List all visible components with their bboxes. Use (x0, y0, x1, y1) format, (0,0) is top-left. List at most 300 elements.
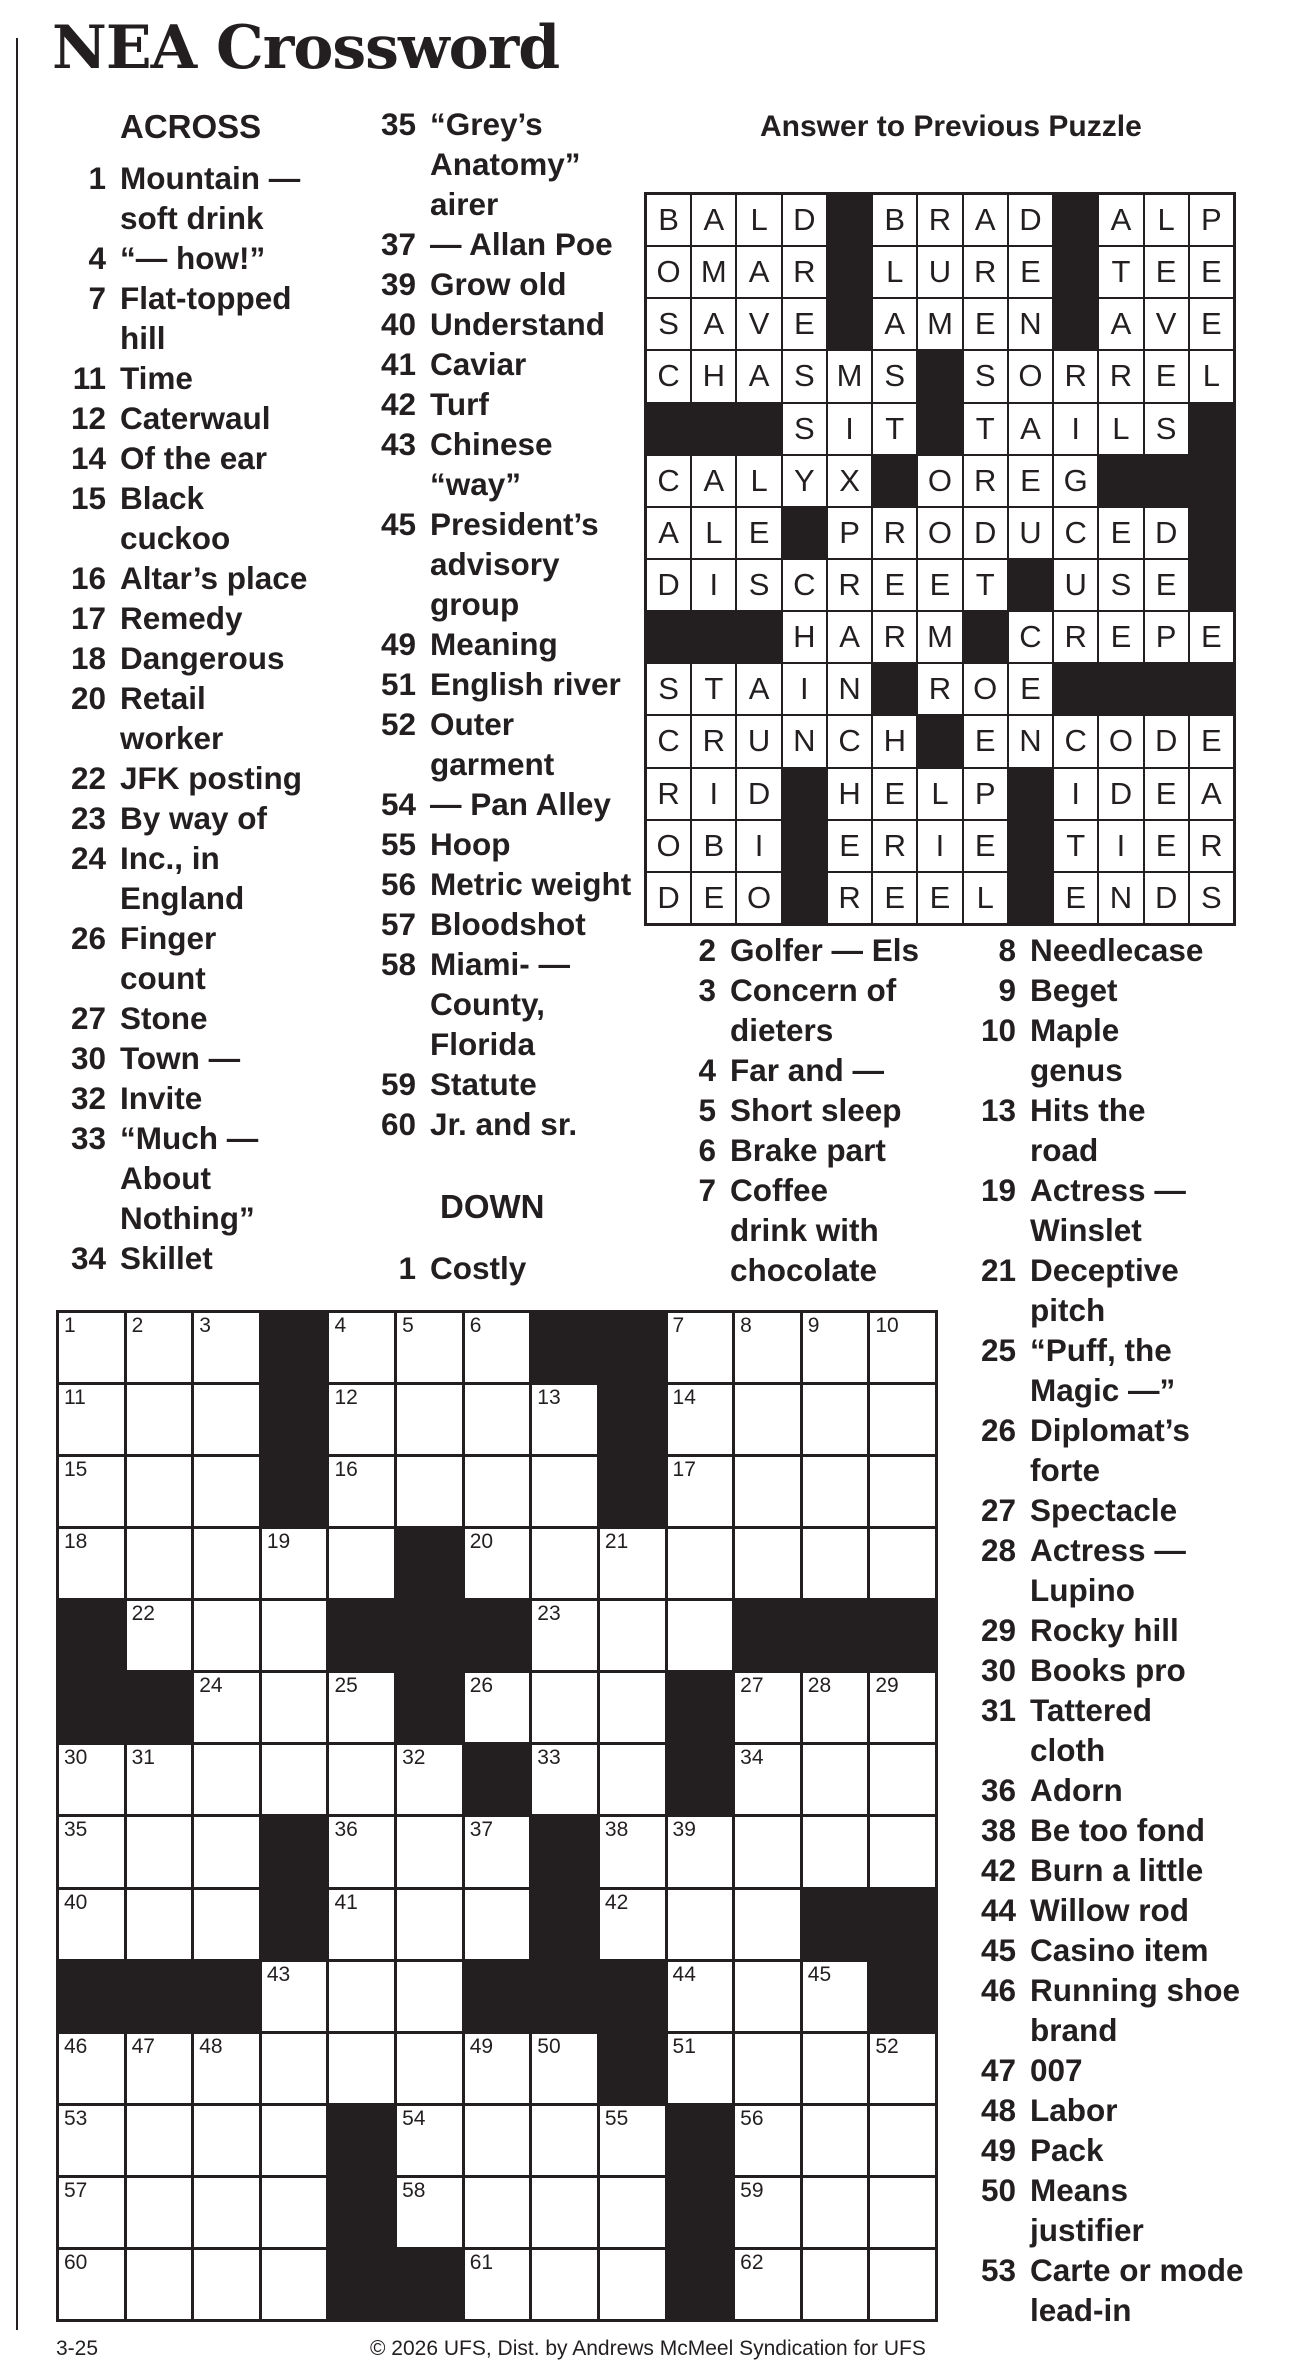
answer-letter: N (783, 716, 826, 766)
clue-text: Short sleep (730, 1092, 902, 1128)
grid-cell (329, 1529, 394, 1598)
cell-number: 36 (334, 1818, 358, 1842)
black-square (59, 1673, 124, 1742)
clue-text: justifier (1030, 2212, 1144, 2248)
grid-cell (803, 2178, 868, 2247)
grid-cell (59, 2034, 124, 2103)
clue-42 (360, 384, 631, 424)
clue-number: 36 (980, 1772, 1016, 1808)
clue-number: 4 (88, 240, 106, 276)
answer-letter: E (1009, 456, 1052, 506)
grid-cell (532, 1745, 597, 1814)
answer-letter: E (1145, 769, 1188, 819)
answer-letter: C (647, 716, 690, 766)
clue-21 (960, 1250, 1244, 1290)
black-square (668, 1745, 733, 1814)
clue-35-continued (360, 144, 631, 184)
clue-31-continued (960, 1730, 1244, 1770)
answer-black-square (918, 716, 961, 766)
answer-letter: R (873, 508, 916, 558)
black-square (600, 1457, 665, 1526)
answer-black-square (1190, 456, 1233, 506)
clue-46 (960, 1970, 1244, 2010)
grid-cell (668, 1817, 733, 1886)
answer-letter: A (647, 508, 690, 558)
grid-cell (127, 1529, 192, 1598)
down-clues-column-2 (660, 930, 919, 1290)
grid-cell (194, 2106, 259, 2175)
answer-black-square (783, 769, 826, 819)
answer-letter: R (873, 612, 916, 662)
grid-cell (870, 1529, 935, 1598)
clue-number: 4 (698, 1052, 716, 1088)
grid-cell (465, 2250, 530, 2319)
clue-1 (360, 1248, 526, 1288)
clue-37 (360, 224, 631, 264)
clue-8 (960, 930, 1244, 970)
down-clues-column-3 (960, 930, 1244, 2330)
black-square (870, 1890, 935, 1959)
grid-cell (532, 2178, 597, 2247)
clue-36 (960, 1770, 1244, 1810)
answer-letter: E (1099, 508, 1142, 558)
cell-number: 41 (334, 1890, 358, 1914)
clue-text: drink with (730, 1212, 879, 1248)
answer-letter: I (1099, 821, 1142, 871)
clue-text: worker (120, 720, 224, 756)
clue-number: 45 (380, 506, 416, 542)
clue-17 (50, 598, 307, 638)
cell-number: 6 (469, 1314, 482, 1337)
clue-number: 12 (70, 400, 106, 436)
answer-letter: E (783, 299, 826, 349)
grid-cell (127, 2178, 192, 2247)
answer-letter: E (964, 821, 1007, 871)
answer-letter: M (918, 299, 961, 349)
cell-number: 7 (672, 1314, 685, 1337)
previous-puzzle-answer-grid (644, 192, 1236, 926)
answer-black-square (828, 299, 871, 349)
clue-32 (50, 1078, 307, 1118)
answer-letter: R (828, 873, 871, 923)
grid-cell (735, 1529, 800, 1598)
down-clues-column-1 (360, 1248, 526, 1288)
answer-letter: L (737, 456, 780, 506)
clue-number: 1 (88, 160, 106, 196)
clue-text: Meaning (430, 626, 558, 662)
answer-letter: R (783, 247, 826, 297)
cell-number: 61 (469, 2250, 494, 2274)
answer-letter: I (692, 769, 735, 819)
clue-16 (50, 558, 307, 598)
clue-number: 42 (980, 1852, 1016, 1888)
clue-number: 15 (70, 480, 106, 516)
clue-47 (960, 2050, 1244, 2090)
grid-cell (397, 1745, 462, 1814)
answer-letter: L (964, 873, 1007, 923)
grid-cell (803, 2034, 868, 2103)
clue-27 (50, 998, 307, 1038)
grid-cell (194, 2250, 259, 2319)
clue-7-continued (50, 318, 307, 358)
clue-text: Rocky hill (1030, 1612, 1179, 1648)
cell-number: 52 (875, 2034, 899, 2058)
grid-cell (127, 1890, 192, 1959)
cell-number: 43 (266, 1962, 291, 1986)
grid-cell (329, 1962, 394, 2031)
clue-number: 34 (70, 1240, 106, 1276)
black-square (465, 1962, 530, 2031)
black-square (735, 1601, 800, 1670)
clue-text: Stone (120, 1000, 208, 1036)
answer-black-square (1054, 664, 1097, 714)
answer-letter: D (737, 769, 780, 819)
clue-number: 31 (980, 1692, 1016, 1728)
cell-number: 29 (875, 1674, 899, 1698)
answer-letter: A (692, 456, 735, 506)
clue-text: Coffee (730, 1172, 829, 1208)
grid-cell (532, 1529, 597, 1598)
cell-number: 38 (604, 1818, 629, 1842)
black-square (194, 1962, 259, 2031)
clue-text: road (1030, 1132, 1099, 1168)
clue-text: lead-in (1030, 2292, 1132, 2328)
answer-letter: M (918, 612, 961, 662)
clue-text: Concern of (730, 972, 897, 1008)
answer-black-square (1054, 247, 1097, 297)
clue-14 (50, 438, 307, 478)
clue-text: chocolate (730, 1252, 878, 1288)
grid-cell (397, 2106, 462, 2175)
clue-number: 43 (380, 426, 416, 462)
clue-10-continued (960, 1050, 1244, 1090)
grid-cell (600, 2178, 665, 2247)
answer-letter: M (828, 351, 871, 401)
clue-text: Books pro (1030, 1652, 1186, 1688)
grid-cell (532, 1673, 597, 1742)
clue-text: Hoop (430, 826, 511, 862)
answer-letter: D (783, 195, 826, 245)
answer-letter: O (964, 664, 1007, 714)
black-square (397, 1529, 462, 1598)
clue-43 (360, 424, 631, 464)
answer-black-square (1009, 821, 1052, 871)
cell-number: 62 (740, 2250, 764, 2274)
clue-20 (50, 678, 307, 718)
clue-number: 44 (980, 1892, 1016, 1928)
clue-35 (360, 104, 631, 144)
grid-cell (532, 1385, 597, 1454)
answer-letter: T (692, 664, 735, 714)
answer-black-square (1190, 404, 1233, 454)
answer-letter: H (783, 612, 826, 662)
answer-letter: N (1099, 873, 1142, 923)
answer-letter: A (1099, 299, 1142, 349)
grid-cell (803, 1385, 868, 1454)
clue-60 (360, 1104, 631, 1144)
black-square (600, 1385, 665, 1454)
clue-33-continued (50, 1158, 307, 1198)
answer-letter: S (783, 404, 826, 454)
answer-letter: R (964, 247, 1007, 297)
clue-12 (50, 398, 307, 438)
black-square (600, 1313, 665, 1382)
answer-letter: E (828, 821, 871, 871)
cell-number: 47 (131, 2034, 155, 2058)
grid-cell (127, 1457, 192, 1526)
clue-13 (960, 1090, 1244, 1130)
grid-cell (668, 1890, 733, 1959)
black-square (870, 1601, 935, 1670)
answer-letter: U (918, 247, 961, 297)
clue-number: 49 (980, 2132, 1016, 2168)
clue-45-continued (360, 584, 631, 624)
black-square (59, 1601, 124, 1670)
answer-letter: S (1190, 873, 1233, 923)
grid-cell (803, 1745, 868, 1814)
clue-22 (50, 758, 307, 798)
clue-19-continued (960, 1210, 1244, 1250)
answer-black-square (1190, 664, 1233, 714)
answer-letter: A (692, 299, 735, 349)
clue-26 (960, 1410, 1244, 1450)
clue-number: 17 (70, 600, 106, 636)
clue-text: Bloodshot (430, 906, 586, 942)
clue-number: 2 (698, 932, 716, 968)
clue-1-continued (50, 198, 307, 238)
grid-cell (397, 1313, 462, 1382)
clue-7 (660, 1170, 919, 1210)
cell-number: 16 (334, 1458, 358, 1482)
grid-cell (59, 1529, 124, 1598)
clue-text: “— how!” (120, 240, 266, 276)
answer-letter: L (873, 247, 916, 297)
cell-number: 17 (672, 1458, 696, 1482)
grid-cell (465, 1385, 530, 1454)
left-border-rule (16, 38, 18, 2330)
answer-letter: E (1145, 821, 1188, 871)
clue-number: 10 (980, 1012, 1016, 1048)
black-square (532, 1962, 597, 2031)
answer-letter: E (1145, 560, 1188, 610)
answer-letter: R (647, 769, 690, 819)
cell-number: 19 (266, 1530, 291, 1554)
answer-letter: A (737, 664, 780, 714)
grid-cell (600, 1529, 665, 1598)
answer-letter: E (964, 716, 1007, 766)
cell-number: 11 (64, 1386, 86, 1410)
answer-black-square (647, 404, 690, 454)
clue-text: pitch (1030, 1292, 1106, 1328)
answer-letter: L (692, 508, 735, 558)
answer-letter: E (1190, 612, 1233, 662)
grid-cell (329, 1890, 394, 1959)
clue-text: English river (430, 666, 621, 702)
answer-letter: N (1009, 299, 1052, 349)
answer-letter: R (873, 821, 916, 871)
clue-58 (360, 944, 631, 984)
answer-letter: C (1009, 612, 1052, 662)
grid-cell (59, 1385, 124, 1454)
answer-letter: E (1009, 664, 1052, 714)
clue-text: genus (1030, 1052, 1123, 1088)
clue-number: 22 (70, 760, 106, 796)
cell-number: 32 (402, 1746, 426, 1770)
clue-text: About (120, 1160, 211, 1196)
cell-number: 49 (469, 2034, 494, 2058)
grid-cell (329, 2034, 394, 2103)
clue-text: Remedy (120, 600, 243, 636)
clue-text: Deceptive (1030, 1252, 1179, 1288)
grid-cell (803, 1457, 868, 1526)
clue-text: Be too fond (1030, 1812, 1205, 1848)
cell-number: 34 (740, 1746, 764, 1770)
clue-text: Time (120, 360, 193, 396)
clue-44 (960, 1890, 1244, 1930)
black-square (668, 1673, 733, 1742)
clue-number: 47 (980, 2052, 1016, 2088)
grid-cell (735, 2106, 800, 2175)
answer-letter: D (1145, 873, 1188, 923)
clue-text: Casino item (1030, 1932, 1209, 1968)
cell-number: 28 (807, 1674, 832, 1698)
cell-number: 1 (64, 1314, 76, 1337)
grid-cell (194, 1745, 259, 1814)
grid-cell (329, 1313, 394, 1382)
grid-cell (262, 1673, 327, 1742)
grid-cell (59, 1457, 124, 1526)
clue-number: 24 (70, 840, 106, 876)
grid-cell (668, 1457, 733, 1526)
answer-black-square (1145, 456, 1188, 506)
across-clues-column-2 (360, 104, 631, 1144)
clue-number: 42 (380, 386, 416, 422)
answer-black-square (1190, 560, 1233, 610)
answer-letter: C (783, 560, 826, 610)
page-title: NEA Crossword (52, 13, 560, 83)
grid-cell (600, 1745, 665, 1814)
clue-text: — Pan Alley (430, 786, 611, 822)
clue-10 (960, 1010, 1244, 1050)
clue-3 (660, 970, 919, 1010)
answer-letter: T (1099, 247, 1142, 297)
answer-letter: D (647, 560, 690, 610)
clue-53 (960, 2250, 1244, 2290)
answer-letter: V (1145, 299, 1188, 349)
answer-letter: P (1190, 195, 1233, 245)
grid-cell (735, 1385, 800, 1454)
grid-cell (194, 1313, 259, 1382)
clue-number: 26 (70, 920, 106, 956)
black-square (397, 2250, 462, 2319)
clue-number: 57 (380, 906, 416, 942)
answer-letter: I (737, 821, 780, 871)
grid-cell (600, 1817, 665, 1886)
answer-black-square (964, 612, 1007, 662)
clue-29 (960, 1610, 1244, 1650)
grid-cell (870, 1673, 935, 1742)
answer-letter: L (918, 769, 961, 819)
clue-19 (960, 1170, 1244, 1210)
answer-black-square (828, 195, 871, 245)
grid-cell (194, 2034, 259, 2103)
answer-letter: A (737, 351, 780, 401)
clue-text: England (120, 880, 245, 916)
grid-cell (532, 2106, 597, 2175)
clue-text: Statute (430, 1066, 537, 1102)
grid-cell (870, 2106, 935, 2175)
clue-text: Pack (1030, 2132, 1104, 2168)
clue-39 (360, 264, 631, 304)
answer-letter: R (1054, 351, 1097, 401)
black-square (262, 1457, 327, 1526)
answer-letter: E (1099, 612, 1142, 662)
clue-number: 53 (980, 2252, 1016, 2288)
clue-15 (50, 478, 307, 518)
cell-number: 15 (64, 1458, 88, 1482)
date-label: 3-25 (56, 2337, 99, 2360)
clue-text: 007 (1030, 2052, 1083, 2088)
grid-cell (127, 1817, 192, 1886)
grid-cell (59, 1745, 124, 1814)
answer-letter: L (1190, 351, 1233, 401)
answer-letter: D (647, 873, 690, 923)
crossword-grid (56, 1310, 938, 2322)
clue-30 (960, 1650, 1244, 1690)
clue-number: 48 (980, 2092, 1016, 2128)
answer-letter: E (737, 508, 780, 558)
clue-number: 32 (70, 1080, 106, 1116)
answer-letter: O (647, 821, 690, 871)
grid-cell (127, 2106, 192, 2175)
clue-text: hill (120, 320, 166, 356)
grid-cell (329, 1673, 394, 1742)
clue-number: 7 (698, 1172, 716, 1208)
grid-cell (194, 2178, 259, 2247)
answer-letter: L (1099, 404, 1142, 454)
clue-45-continued (360, 544, 631, 584)
clue-26-continued (960, 1450, 1244, 1490)
black-square (127, 1962, 192, 2031)
black-square (532, 1817, 597, 1886)
grid-cell (668, 1385, 733, 1454)
clue-1 (50, 158, 307, 198)
answer-black-square (1009, 873, 1052, 923)
black-square (600, 1962, 665, 2031)
grid-cell (803, 1673, 868, 1742)
clue-number: 45 (980, 1932, 1016, 1968)
grid-cell (397, 1890, 462, 1959)
clue-text: airer (430, 186, 499, 222)
clue-text: Miami- — (430, 946, 571, 982)
answer-letter: E (1190, 716, 1233, 766)
answer-black-square (692, 612, 735, 662)
clue-38 (960, 1810, 1244, 1850)
grid-cell (668, 2034, 733, 2103)
clue-text: Finger (120, 920, 217, 956)
grid-cell (803, 1817, 868, 1886)
answer-letter: I (783, 664, 826, 714)
clue-4 (660, 1050, 919, 1090)
cell-number: 31 (131, 1746, 155, 1770)
clue-text: Spectacle (1030, 1492, 1178, 1528)
black-square (465, 1601, 530, 1670)
black-square (803, 1601, 868, 1670)
clue-number: 56 (380, 866, 416, 902)
grid-cell (735, 2178, 800, 2247)
answer-letter: L (1145, 195, 1188, 245)
clue-24-continued (50, 878, 307, 918)
